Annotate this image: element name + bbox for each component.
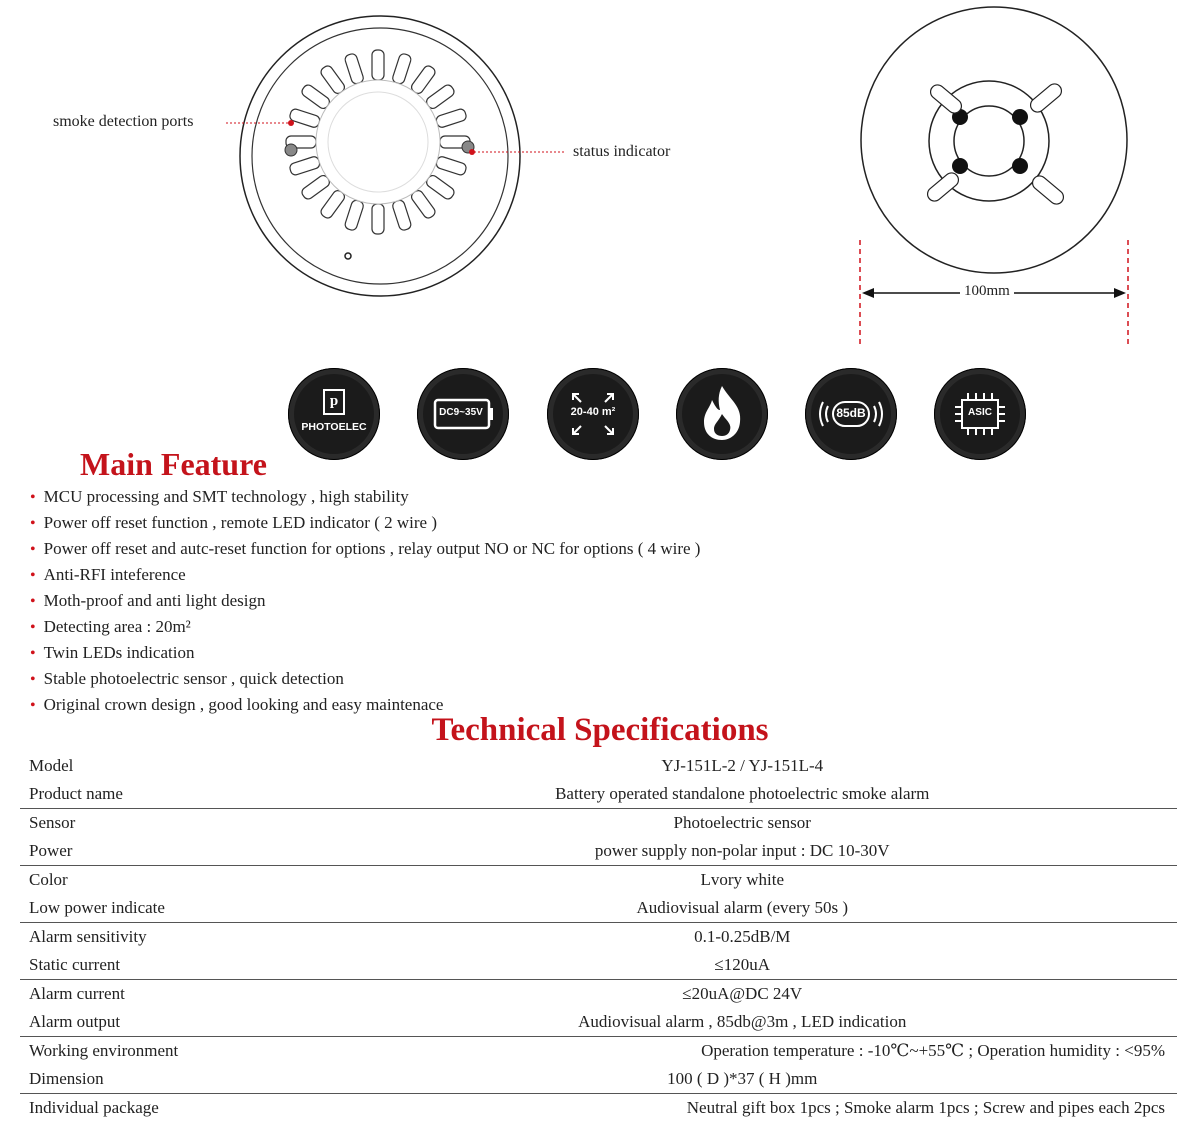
area-badge xyxy=(547,368,639,460)
photoelectric-text: PHOTOELEC xyxy=(301,421,367,433)
spec-label: Model xyxy=(29,756,74,775)
spec-label: Low power indicate xyxy=(20,894,298,923)
spec-label: Alarm sensitivity xyxy=(29,927,147,946)
bullet-icon: • xyxy=(30,489,36,506)
bullet-icon: • xyxy=(30,541,36,558)
spec-label: Sensor xyxy=(29,813,76,832)
table-row xyxy=(20,923,1177,952)
bullet-icon: • xyxy=(30,593,36,610)
feature-list xyxy=(30,484,700,718)
bullet-icon: • xyxy=(30,567,36,584)
spec-value: Audiovisual alarm , 85db@3m , LED indication xyxy=(298,1008,1177,1037)
spec-label: Working environment xyxy=(29,1041,179,1060)
asic-text: ASIC xyxy=(968,407,992,418)
list-item: • MCU processing and SMT technology , high stability xyxy=(30,487,409,506)
spec-value: 0.1-0.25dB/M xyxy=(694,927,791,946)
photoelectric-glyph: p xyxy=(329,393,339,409)
list-item: • Power off reset function , remote LED indicator ( 2 wire ) xyxy=(30,513,437,532)
table-row xyxy=(20,894,1177,923)
bullet-icon: • xyxy=(30,671,36,688)
fire-badge xyxy=(676,368,768,460)
table-row xyxy=(20,1094,1177,1123)
photoelectric-icon xyxy=(288,368,380,460)
screw-icon xyxy=(285,144,297,156)
table-row xyxy=(20,837,1177,866)
table-row xyxy=(20,752,1177,780)
product-diagram xyxy=(0,0,1200,350)
bullet-icon: • xyxy=(30,645,36,662)
spec-table xyxy=(20,752,1177,1122)
spec-value: 100 ( D )*37 ( H )mm xyxy=(298,1065,1177,1094)
voltage-text: DC9~35V xyxy=(439,407,483,418)
crown-tooth xyxy=(372,50,384,80)
detector-front-view xyxy=(240,16,520,296)
bullet-icon: • xyxy=(30,515,36,532)
main-feature-title: Main Feature xyxy=(80,446,267,482)
asic-badge xyxy=(934,368,1026,460)
table-row xyxy=(20,1008,1177,1037)
table-row xyxy=(20,1037,1177,1066)
spec-value: ≤20uA@DC 24V xyxy=(682,984,803,1003)
table-row xyxy=(20,980,1177,1009)
spec-value: Neutral gift box 1pcs ; Smoke alarm 1pcs ; Screw and pipes each 2pcs xyxy=(686,1098,1165,1117)
spec-label: Alarm current xyxy=(29,984,125,1003)
voltage-badge xyxy=(417,368,509,460)
spec-label: Dimension xyxy=(20,1065,298,1094)
detector-base-view xyxy=(861,7,1127,273)
table-row xyxy=(20,866,1177,895)
sound-badge xyxy=(805,368,897,460)
list-item: • Detecting area : 20m² xyxy=(30,617,191,636)
spec-value: Lvory white xyxy=(700,870,785,889)
dimension-label: 100mm xyxy=(960,283,1014,300)
table-row xyxy=(20,780,1177,809)
spec-label: Static current xyxy=(20,951,298,980)
area-text: 20-40 m² xyxy=(570,406,616,418)
photoelectric-badge xyxy=(288,368,380,460)
table-row xyxy=(20,809,1177,838)
spec-label: Color xyxy=(29,870,68,889)
list-item: • Anti-RFI inteference xyxy=(30,565,186,584)
spec-value: Operation temperature : -10℃~+55℃ ; Operation humidity : <95% xyxy=(701,1041,1165,1060)
list-item: • Moth-proof and anti light design xyxy=(30,591,266,610)
list-item: • Twin LEDs indication xyxy=(30,643,195,662)
sound-text: 85dB xyxy=(836,406,866,420)
smoke-ports-label: smoke detection ports xyxy=(53,113,194,130)
spec-label: Alarm output xyxy=(20,1008,298,1037)
list-item: • Power off reset and autc-reset function for options , relay output NO or NC for options ( 4 wire ) xyxy=(30,539,701,558)
spec-value: ≤120uA xyxy=(298,951,1177,980)
spec-value: power supply non-polar input : DC 10-30V xyxy=(298,837,1177,866)
table-row xyxy=(20,1065,1177,1094)
spec-value: Photoelectric sensor xyxy=(673,813,811,832)
spec-title: Technical Specifications xyxy=(431,712,769,748)
fire-icon xyxy=(676,368,768,460)
table-row xyxy=(20,951,1177,980)
status-indicator-label: status indicator xyxy=(573,143,671,160)
bullet-icon: • xyxy=(30,697,36,714)
spec-value: YJ-151L-2 / YJ-151L-4 xyxy=(661,756,824,775)
spec-label: Individual package xyxy=(29,1098,159,1117)
list-item: • Original crown design , good looking and easy maintenace xyxy=(30,695,444,714)
crown-tooth xyxy=(372,204,384,234)
list-item: • Stable photoelectric sensor , quick detection xyxy=(30,669,344,688)
spec-label: Power xyxy=(20,837,298,866)
spec-value: Audiovisual alarm (every 50s ) xyxy=(298,894,1177,923)
spec-value: Battery operated standalone photoelectric smoke alarm xyxy=(298,780,1177,809)
bullet-icon: • xyxy=(30,619,36,636)
spec-label: Product name xyxy=(20,780,298,809)
